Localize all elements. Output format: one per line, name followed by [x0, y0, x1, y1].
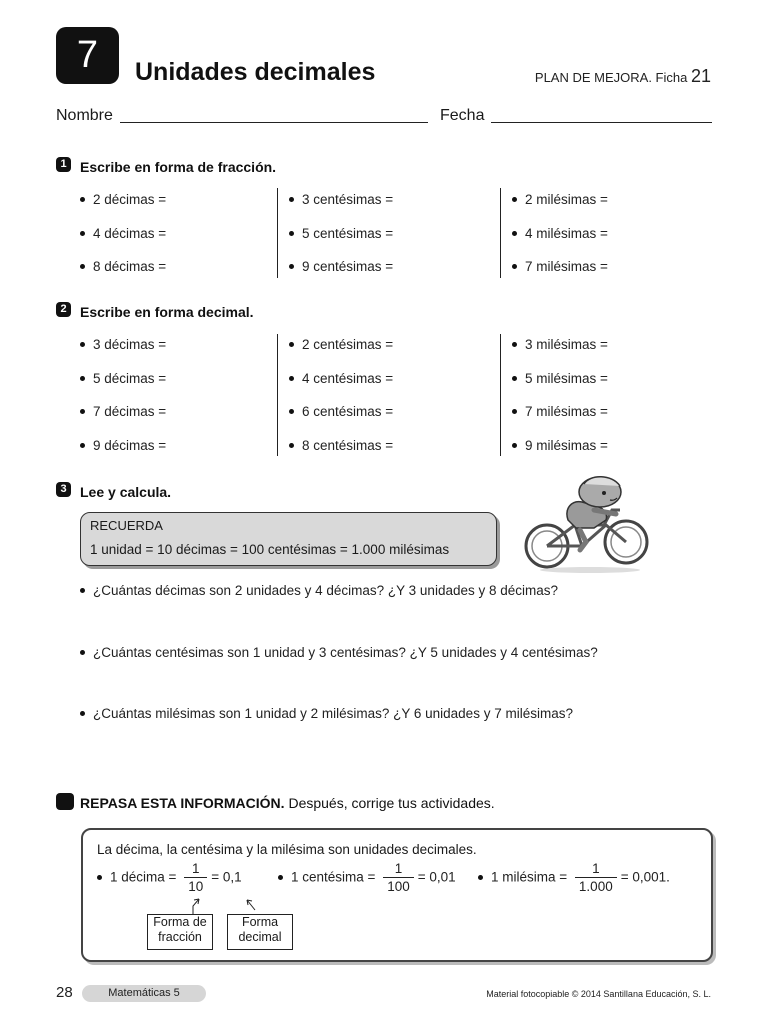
ex2-item: 8 centésimas =	[289, 438, 393, 453]
name-label: Nombre	[56, 107, 113, 124]
decima-row: 1 décima = $\frac{1}{10}$ = 0,1	[97, 861, 242, 895]
ex2-item: 5 décimas =	[80, 371, 166, 386]
ex1-item: 5 centésimas =	[289, 226, 393, 241]
column-divider	[277, 334, 278, 456]
repasa-title-rest: Después, corrige tus actividades.	[284, 795, 495, 811]
ex2-item: 3 décimas =	[80, 337, 166, 352]
page-number: 28	[56, 984, 73, 1001]
ex1-item: 4 décimas =	[80, 226, 166, 241]
exercise-3-title: Lee y calcula.	[80, 484, 172, 500]
centesima-row: 1 centésima = $\frac{1}{100}$ = 0,01	[278, 861, 456, 895]
milesima-fraction: $\frac{1}{1.000}$	[575, 861, 617, 895]
ex1-item: 7 milésimas =	[512, 259, 608, 274]
ex2-item: 7 décimas =	[80, 404, 166, 419]
recuerda-box	[80, 512, 497, 566]
ex2-item: 5 milésimas =	[512, 371, 608, 386]
date-label: Fecha	[440, 107, 485, 124]
page-title: Unidades decimales	[135, 58, 376, 86]
forma-decimal-line1: Forma	[241, 915, 279, 929]
question-item: ¿Cuántas centésimas son 1 unidad y 3 centésimas? ¿Y 5 unidades y 4 centésimas?	[80, 645, 598, 660]
exercise-2-number: 2	[56, 302, 71, 317]
question-item: ¿Cuántas milésimas son 1 unidad y 2 milésimas? ¿Y 6 unidades y 7 milésimas?	[80, 706, 573, 721]
repasa-title	[80, 795, 495, 811]
plan-text: PLAN DE MEJORA. Ficha	[534, 70, 688, 85]
ficha-number: 21	[690, 66, 711, 86]
forma-decimal-line2: decimal	[238, 930, 282, 944]
ex1-item: 3 centésimas =	[289, 192, 393, 207]
centesima-fraction: $\frac{1}{100}$	[383, 861, 414, 895]
cyclist-illustration	[520, 470, 655, 575]
column-divider	[500, 188, 501, 278]
recuerda-title: RECUERDA	[90, 518, 163, 533]
exercise-3-number: 3	[56, 482, 71, 497]
column-divider	[500, 334, 501, 456]
ex2-item: 9 décimas =	[80, 438, 166, 453]
date-field[interactable]	[491, 122, 712, 123]
forma-decimal-box	[227, 914, 293, 950]
column-divider	[277, 188, 278, 278]
forma-fraccion-box	[147, 914, 213, 950]
repasa-title-bold: REPASA ESTA INFORMACIÓN.	[80, 795, 285, 811]
copyright: Material fotocopiable © 2014 Santillana Educación, S. L.	[486, 989, 711, 999]
name-field[interactable]	[120, 122, 428, 123]
question-item: ¿Cuántas décimas son 2 unidades y 4 décimas? ¿Y 3 unidades y 8 décimas?	[80, 583, 558, 598]
ex1-item: 8 décimas =	[80, 259, 166, 274]
subject-label: Matemáticas 5	[82, 985, 206, 1002]
ex1-item: 2 décimas =	[80, 192, 166, 207]
ex2-item: 3 milésimas =	[512, 337, 608, 352]
plan-label	[535, 66, 711, 87]
info-box	[81, 828, 713, 962]
exercise-1-title: Escribe en forma de fracción.	[80, 159, 277, 175]
repasa-badge	[56, 793, 74, 810]
recuerda-text: 1 unidad = 10 décimas = 100 centésimas = 1.000 milésimas	[90, 542, 450, 557]
unit-number-badge: 7	[56, 27, 119, 84]
info-intro: La décima, la centésima y la milésima son unidades decimales.	[97, 842, 477, 857]
forma-fraccion-line1: Forma de	[153, 915, 207, 929]
ex2-item: 9 milésimas =	[512, 438, 608, 453]
ex2-item: 6 centésimas =	[289, 404, 393, 419]
ex1-item: 9 centésimas =	[289, 259, 393, 274]
milesima-row: 1 milésima = $\frac{1}{1.000}$ = 0,001.	[478, 861, 670, 895]
ex1-item: 4 milésimas =	[512, 226, 608, 241]
exercise-1-number: 1	[56, 157, 71, 172]
exercise-2-title: Escribe en forma decimal.	[80, 304, 254, 320]
decima-fraction: $\frac{1}{10}$	[184, 861, 207, 895]
forma-fraccion-line2: fracción	[158, 930, 202, 944]
ex2-item: 2 centésimas =	[289, 337, 393, 352]
ex2-item: 4 centésimas =	[289, 371, 393, 386]
ex1-item: 2 milésimas =	[512, 192, 608, 207]
ex2-item: 7 milésimas =	[512, 404, 608, 419]
